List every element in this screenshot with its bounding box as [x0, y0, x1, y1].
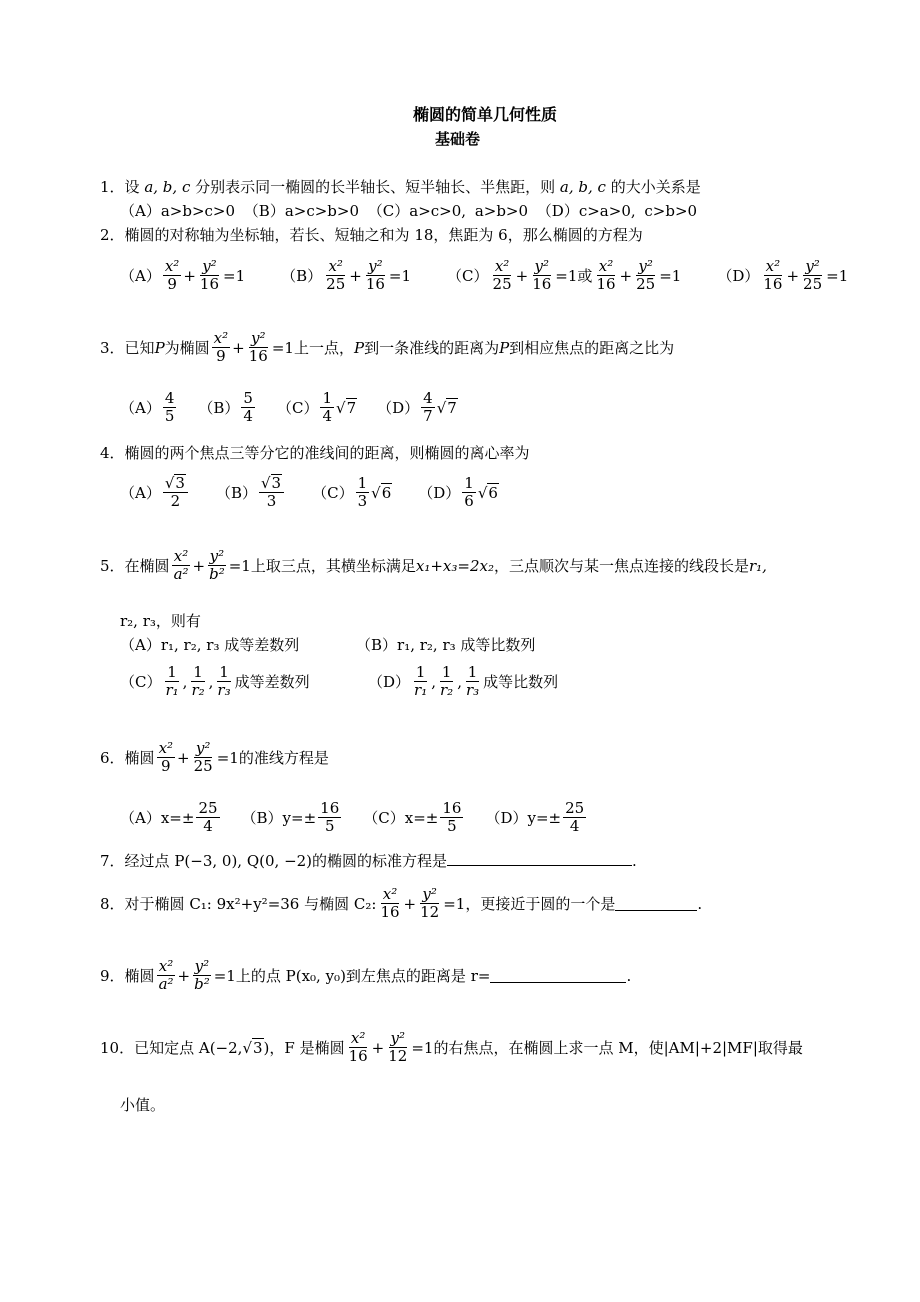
question-9: 9． 椭圆 $\frac{\text{x²}}{\text{a²}}$ + $\frac{\text{y²}}{\text{b²}}$ =1 上的点 P(x₀, y₀)到左焦点的距离是 r= .: [100, 957, 632, 994]
page-subtitle: 基础卷: [435, 130, 481, 148]
question-7: 7．经过点 P(−3, 0), Q(0, −2)的椭圆的标准方程是 .: [100, 852, 637, 870]
question-5: 5． 在椭圆 $\frac{\text{x²}}{\text{a²}}$ + $\frac{\text{y²}}{\text{b²}}$ =1 上取三点，其横坐标满足 x₁+x₃=2x₂ ，三点顺次与某一焦点连接的线段长是 r₁,: [100, 547, 767, 584]
answer-blank: [447, 851, 632, 866]
fraction: $\frac{\text{y²}}{16}$: [532, 257, 552, 294]
question-10-line-2: 小值。: [120, 1096, 166, 1114]
question-10: 10． 已知定点 A(−2, √ 3 )，F 是椭圆 $\frac{\text{x²}}{16}$ + $\frac{\text{y²}}{12}$ =1 的右焦点，在椭圆上求一点 M，使|AM|+2|MF|取得最: [100, 1029, 803, 1066]
question-1-options: （A）a>b>c>0 （B）a>c>b>0 （C）a>c>0, a>b>0 （D）c>a>0, c>b>0: [120, 202, 698, 220]
fraction: $\frac{\text{y²}}{25}$: [803, 257, 823, 294]
question-8: 8． 对于椭圆 C₁: 9x²+y²=36 与椭圆 C₂: $\frac{\text{x²}}{16}$ + $\frac{\text{y²}}{12}$ =1 ，更接近于圆的一个是 .: [100, 885, 703, 922]
fraction: $\frac{\text{y²}}{25}$: [636, 257, 656, 294]
answer-blank: [490, 968, 626, 983]
question-3-options: （A） $\frac{4}{5}$ （B） $\frac{5}{4}$ （C） $\frac{1}{4}$ √ 7 （D） $\frac{4}{7}$ √ 7: [120, 389, 457, 426]
question-5-option-c: （C） $\frac{1}{\text{r₁}}$ , $\frac{1}{\text{r₂}}$ , $\frac{1}{\text{r₃}}$ 成等差数列: [120, 663, 310, 700]
question-5-option-a: （A）r₁, r₂, r₃ 成等差数列: [120, 636, 300, 654]
question-4-options: （A） √ 3 2 （B） √ 3 3 （C） $\frac{1}{3}$ √ 6 （D） $\frac{1}{6}$ √ 6: [120, 473, 498, 511]
question-2: 2．椭圆的对称轴为坐标轴，若长、短轴之和为 18，焦距为 6，那么椭圆的方程为: [100, 226, 643, 244]
question-5-line-2: r₂, r₃，则有: [120, 612, 201, 630]
fraction: $\frac{\text{y²}}{16}$: [248, 329, 268, 366]
question-4: 4．椭圆的两个焦点三等分它的准线间的距离，则椭圆的离心率为: [100, 444, 530, 462]
fraction: $\frac{\text{x²}}{16}$: [596, 257, 616, 294]
fraction: $\frac{\text{x²}}{9}$: [213, 329, 229, 366]
answer-blank: [615, 896, 697, 911]
page-title: 椭圆的简单几何性质: [413, 105, 558, 124]
question-2-options: （A） $\frac{\text{x²}}{9}$ + $\frac{\text{y²}}{16}$ =1 （B） $\frac{\text{x²}}{25}$ + $\frac{\text{y²}}{16}$ =1 （C） $\frac{\text{x²}}{25}$ + $\frac{\text{y²}}{16}$ =1 或 $\frac{\text{x²}}{16}$ + $\frac{\text{y²}}{25}$ =1 （D） $\frac{\text{x²}}{16}$ + $\frac{\text{y²}}{25}$ =1: [120, 257, 849, 294]
question-6: 6． 椭圆 $\frac{\text{x²}}{9}$ + $\frac{\text{y²}}{25}$ =1 的准线方程是: [100, 739, 329, 776]
question-3: 3． 已知 P 为椭圆 $\frac{\text{x²}}{9}$ + $\frac{\text{y²}}{16}$ =1 上一点， P 到一条准线的距离为 P 到相应焦点的距离之比为: [100, 329, 675, 366]
fraction: $\frac{\text{x²}}{25}$: [492, 257, 512, 294]
question-5-option-d: （D） $\frac{1}{\text{r₁}}$ , $\frac{1}{\text{r₂}}$ , $\frac{1}{\text{r₃}}$ 成等比数列: [368, 663, 559, 700]
fraction: $\frac{\text{x²}}{25}$: [326, 257, 346, 294]
fraction: $\frac{\text{y²}}{16}$: [365, 257, 385, 294]
question-1: 1．设 a, b, c 分别表示同一椭圆的长半轴长、短半轴长、半焦距，则 a, b, c 的大小关系是: [100, 178, 701, 196]
question-6-options: （A）x=± $\frac{25}{4}$ （B）y=± $\frac{16}{5}$ （C）x=± $\frac{16}{5}$ （D）y=± $\frac{25}{4}$: [120, 799, 585, 836]
question-5-option-b: （B）r₁, r₂, r₃ 成等比数列: [356, 636, 536, 654]
fraction: $\frac{\text{y²}}{16}$: [199, 257, 219, 294]
fraction: $\frac{\text{x²}}{16}$: [763, 257, 783, 294]
fraction: $\frac{\text{x²}}{9}$: [164, 257, 180, 294]
